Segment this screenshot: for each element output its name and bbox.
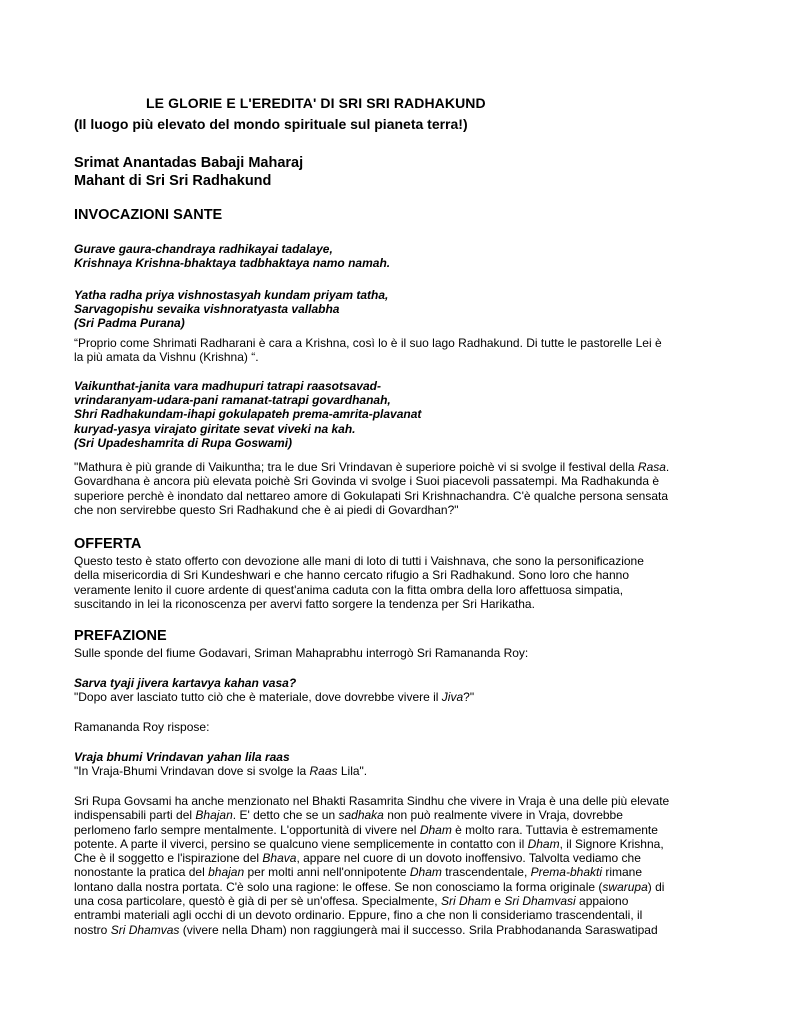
author-name: Srimat Anantadas Babaji Maharaj (74, 155, 304, 171)
verse-1: Gurave gaura-chandraya radhikayai tadalaye, Krishnaya Krishna-bhaktaya tadbhaktaya namo namah. (74, 242, 391, 271)
question-verse: Sarva tyaji jivera kartavya kahan vasa? (74, 676, 297, 690)
answer-verse: Vraja bhumi Vrindavan yahan lila raas (74, 750, 290, 764)
verse-3: Vaikunthat-janita vara madhupuri tatrapi raasotsavad- vrindaranyam-udara-pani ramanat-tatrapi govardhanah, Shri Radhakundam-ihapi gokulapateh prema-amrita-plavanat kuryad-yasya virajato giritate sevat viveki na kah. (Sri Upadeshamrita di Rupa Goswami) (74, 379, 422, 450)
verse-2: Yatha radha priya vishnostasyah kundam priyam tatha, Sarvagopishu sevaika vishnoratyasta vallabha (Sri Padma Purana) (74, 288, 389, 331)
prefazione-intro: Sulle sponde del fiume Godavari, Sriman Mahaprabhu interrogò Sri Ramananda Roy: (74, 646, 529, 660)
heading-prefazione: PREFAZIONE (74, 628, 167, 644)
prefazione-body: Sri Rupa Govsami ha anche menzionato nel Bhakti Rasamrita Sindhu che vivere in Vraja è una delle più elevate indispensabili parti del Bhajan. E' detto che se un sadhaka non può realmente vivere in Vraja, dovrebbe perlomeno farlo sempre mentalmente. L'opportunità di vivere nel Dham è molto rara. Tuttavia è estremamente potente. A parte il viverci, persino se qualcuno viene semplicemente in contatto con il Dham, il Signore Krishna, Che è il soggetto e l'ispirazione del Bhava, appare nel cuore di un dovoto inoffensivo. Talvolta vediamo che nonostante la pratica del bhajan per molti anni nell'onnipotente Dham trascendentale, Prema-bhakti rimane lontano dalla nostra portata. C'è solo una ragione: le offese. Se non conosciamo la forma originale (swarupa) di una cosa particolare, questò è già di per sè un'offesa. Specialmente, Sri Dham e Sri Dhamvasi appaiono entrambi materiali agli occhi di un devoto ordinario. Eppure, fino a che non li consideriamo trascendentali, il nostro Sri Dhamvas (vivere nella Dham) non raggiungerà mai il successo. Srila Prabhodananda Saraswatipad (74, 794, 670, 937)
translation-3: "Mathura è più grande di Vaikuntha; tra le due Sri Vrindavan è superiore poichè vi si svolge il festival della Rasa. Govardhana è ancora più elevata poichè Sri Govinda vi svolge i Suoi piacevoli passatempi. Ma Radhakunda è superiore perchè è inondato dal nettareo amore di Gokulapati Sri Krishnachandra. C'è qualche persona sensata che non servirebbe questo Sri Radhakund che è ai piedi di Govardhan?" (74, 460, 670, 517)
answer-translation: "In Vraja-Bhumi Vrindavan dove si svolge la Raas Lila". (74, 764, 368, 778)
document-title: LE GLORIE E L'EREDITA' DI SRI SRI RADHAKUND (146, 95, 486, 111)
author-block (74, 154, 303, 190)
translation-2: “Proprio come Shrimati Radharani è cara a Krishna, così lo è il suo lago Radhakund. Di tutte le pastorelle Lei è la più amata da Vishnu (Krishna) “. (74, 336, 662, 365)
question-translation: "Dopo aver lasciato tutto ciò che è materiale, dove dovrebbe vivere il Jiva?" (74, 690, 475, 704)
heading-offerta: OFFERTA (74, 536, 142, 552)
heading-invocazioni: INVOCAZIONI SANTE (74, 207, 223, 223)
document-subtitle: (Il luogo più elevato del mondo spirituale sul pianeta terra!) (74, 116, 468, 132)
offerta-text: Questo testo è stato offerto con devozione alle mani di loto di tutti i Vaishnava, che sono la personificazione della misericordia di Sri Kundeshwari e che hanno cercato rifugio a Sri Radhakund. Sono loro che hanno veramente lenito il cuore ardente di quest'anima caduta con la fitta ombra della loro affettuosa simpatia, suscitando in lei la riconoscenza per avervi fatto sorgere la tendenza per Sri Harikatha. (74, 554, 644, 611)
author-role: Mahant di Sri Sri Radhakund (74, 173, 272, 189)
reply-line: Ramananda Roy rispose: (74, 720, 210, 734)
